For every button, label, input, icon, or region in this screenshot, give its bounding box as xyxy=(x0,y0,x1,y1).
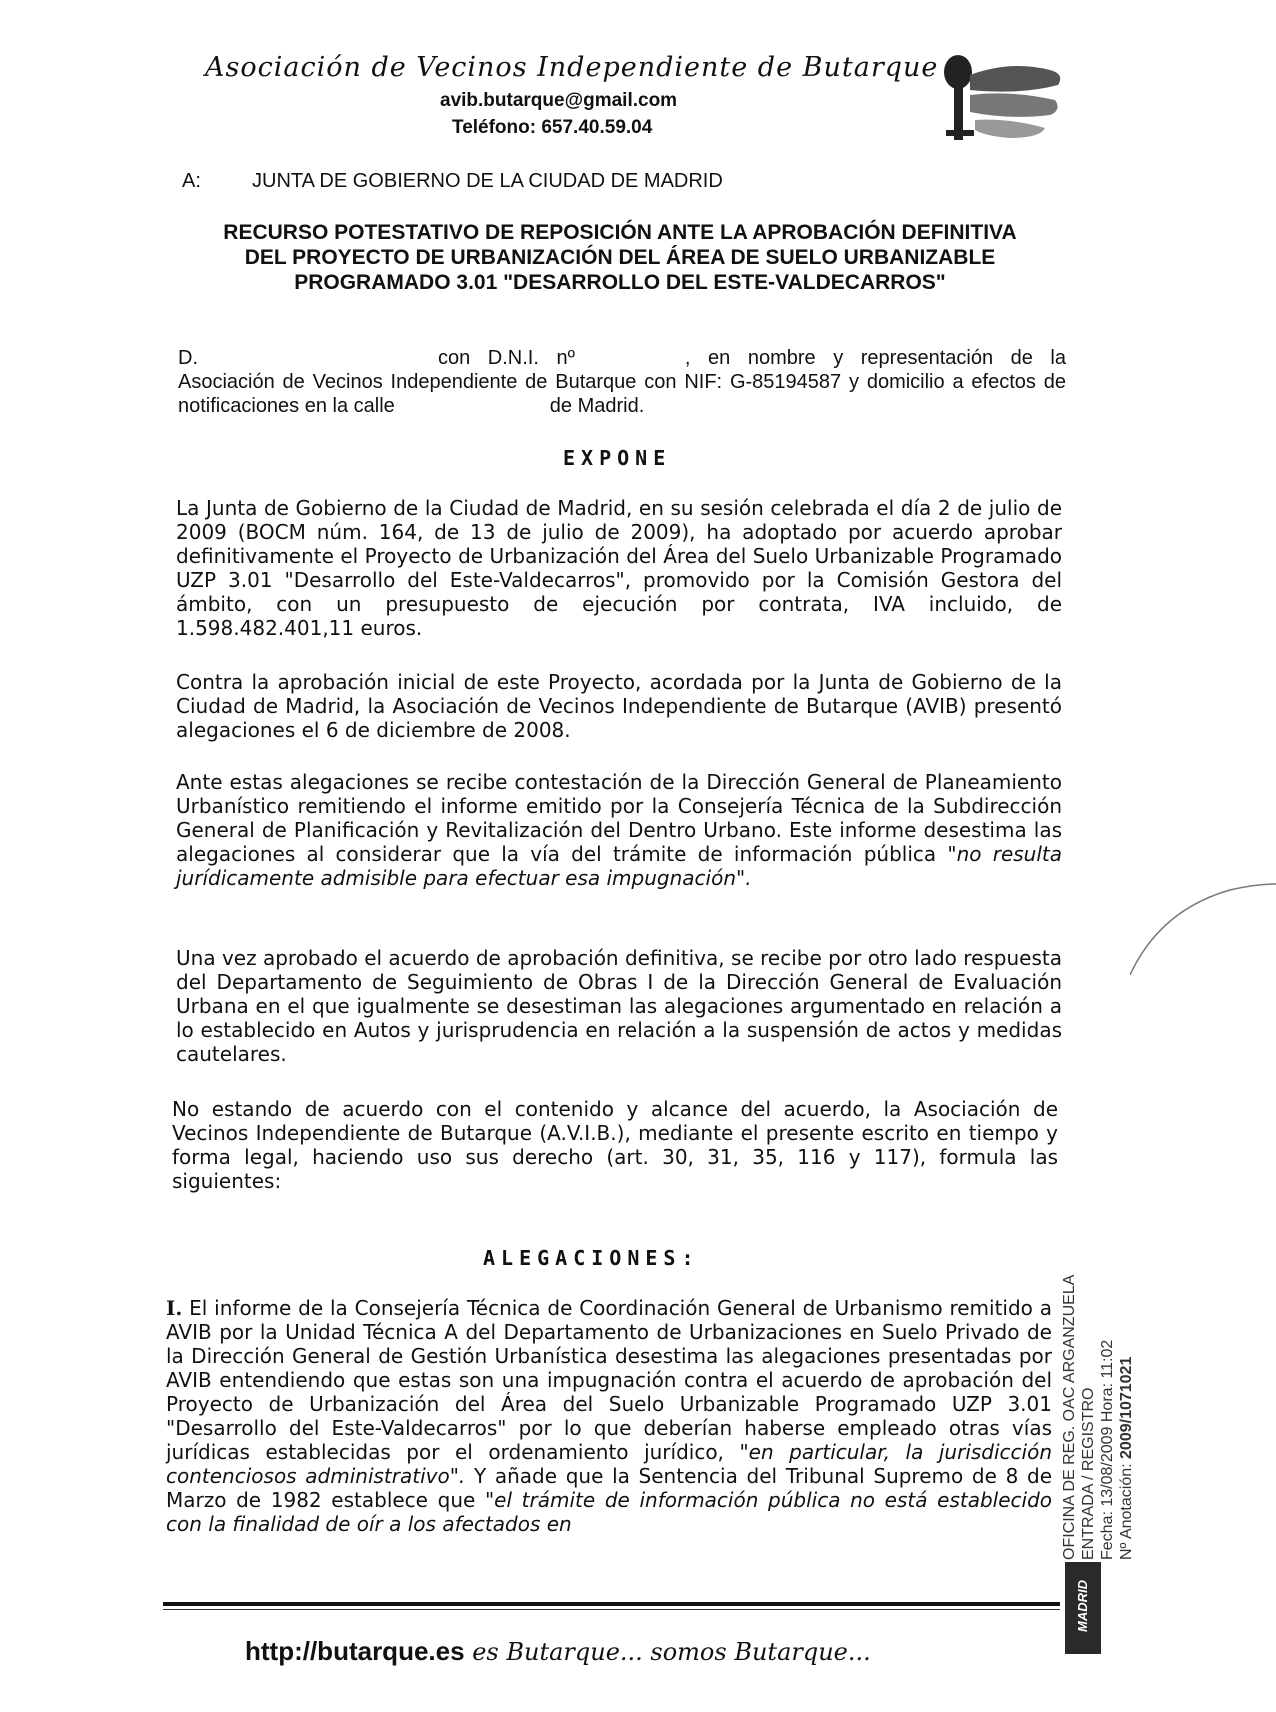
stamp-line-office: OFICINA DE REG. OAC ARGANZUELA xyxy=(1061,1274,1078,1560)
footer-rule-thin xyxy=(163,1609,1060,1610)
alegacion-1-text-a: El informe de la Consejería Técnica de Coordinación General de Urbanismo remitido a AVIB por la Unidad Técnica A del Departamento de Urbanizaciones en Suelo Privado de la Dirección General de Gestión Urbanística desestima las alegaciones presentadas por AVIB entendiendo que estas son una impugnación contra el acuerdo de aprobación del Proyecto de Urbanización del Área del Suelo Urbanizable Programado UZP 3.01 "Desarrollo del Este-Valdecarros" por lo que deberían haberse empleado otras vías jurídicas establecidas por el ordenamiento jurídico, xyxy=(166,1296,1052,1464)
addressee xyxy=(182,170,723,193)
addressee-value: JUNTA DE GOBIERNO DE LA CIUDAD DE MADRID xyxy=(252,170,723,192)
alegacion-1-numeral: I. xyxy=(166,1296,183,1320)
stamp-line-date: Fecha: 13/08/2009 Hora: 11:02 xyxy=(1099,1339,1116,1560)
header-phone: Teléfono: 657.40.59.04 xyxy=(452,117,653,138)
footer xyxy=(245,1636,871,1667)
footer-url[interactable]: http://butarque.es xyxy=(245,1636,465,1666)
expone-heading: EXPONE xyxy=(563,446,672,470)
registry-stamp xyxy=(1060,1230,1180,1632)
association-logo xyxy=(940,50,1070,150)
scan-edge-mark xyxy=(1130,870,1276,980)
madrid-badge-label: MADRID xyxy=(1075,1580,1090,1632)
paragraph-3-main: Ante estas alegaciones se recibe contestación de la Dirección General de Planeamiento Urbanístico remitiendo el informe emitido por la Consejería Técnica de la Subdirección General de Planificación y Revitalización del Dentro Urbano. Este informe desestima las alegaciones al considerar que la vía del trámite de información pública xyxy=(176,770,1062,866)
addressee-label: A: xyxy=(182,170,201,192)
paragraph-3-quote: "no resulta jurídicamente admisible para efectuar esa impugnación". xyxy=(176,842,1063,890)
stamp-line-entry: ENTRADA / REGISTRO xyxy=(1080,1387,1097,1560)
stamp-annotation-label: Nº Anotación: xyxy=(1118,1463,1135,1560)
intro-paragraph xyxy=(178,346,1066,418)
paragraph-4: Una vez aprobado el acuerdo de aprobación definitiva, se recibe por otro lado respuesta del Departamento de Seguimiento de Obras I de la Dirección General de Evaluación Urbana en el que igualmente se desestiman las alegaciones argumentado en relación a lo establecido en Autos y jurisprudencia en relación a la suspensión de actos y medidas cautelares. xyxy=(176,946,1062,1066)
footer-slogan: es Butarque... somos Butarque... xyxy=(472,1638,871,1666)
alegacion-1-quote-b: "el trámite de información pública no está establecido con la finalidad de oír a los afectados en xyxy=(166,1488,1053,1536)
paragraph-5: No estando de acuerdo con el contenido y alcance del acuerdo, la Asociación de Vecinos Independiente de Butarque (A.V.I.B.), mediante el presente escrito en tiempo y forma legal, haciendo uso sus derecho (art. 30, 31, 35, 116 y 117), formula las siguientes: xyxy=(172,1097,1058,1193)
paragraph-1: La Junta de Gobierno de la Ciudad de Madrid, en su sesión celebrada el día 2 de julio de 2009 (BOCM núm. 164, de 13 de julio de 2009), ha adoptado por acuerdo aprobar definitivamente el Proyecto de Urbanización del Área del Suelo Urbanizable Programado UZP 3.01 "Desarrollo del Este-Valdecarros", promovido por la Comisión Gestora del ámbito, con un presupuesto de ejecución por contrata, IVA incluido, de 1.598.482.401,11 euros. xyxy=(176,496,1062,640)
paragraph-2: Contra la aprobación inicial de este Proyecto, acordada por la Junta de Gobierno de la Ciudad de Madrid, la Asociación de Vecinos Independiente de Butarque (AVIB) presentó alegaciones el 6 de diciembre de 2008. xyxy=(176,670,1062,742)
alegaciones-heading: ALEGACIONES: xyxy=(483,1246,700,1270)
madrid-badge xyxy=(1065,1562,1101,1654)
footer-rule xyxy=(163,1602,1060,1606)
registry-stamp-text xyxy=(1060,1230,1136,1560)
document-title: RECURSO POTESTATIVO DE REPOSICIÓN ANTE LA APROBACIÓN DEFINITIVA DEL PROYECTO DE URBANIZACIÓN DEL ÁREA DE SUELO URBANIZABLE PROGRAMADO 3.01 "DESARROLLO DEL ESTE-VALDECARROS" xyxy=(223,221,1017,294)
alegacion-1-quote-a: "en particular, la jurisdicción contenciosos administrativo". xyxy=(166,1440,1053,1488)
paragraph-3 xyxy=(176,770,1062,890)
stamp-annotation-value: 2009/1071021 xyxy=(1118,1356,1135,1459)
association-name: Asociación de Vecinos Independiente de Butarque xyxy=(205,52,939,83)
alegacion-1-text-b: Y añade que la Sentencia del Tribunal Supremo de 8 de Marzo de 1982 establece que xyxy=(166,1464,1052,1512)
intro-part3: , en nombre y representación de la Asociación de Vecinos Independiente de Butarque con NIF: G-85194587 y domicilio a efectos de notificaciones en la calle xyxy=(178,347,1066,417)
intro-part1: D. xyxy=(178,347,198,369)
header-email: avib.butarque@gmail.com xyxy=(440,90,678,111)
alegacion-1 xyxy=(166,1296,1052,1536)
intro-part4: de Madrid. xyxy=(549,395,645,417)
intro-part2: con D.N.I. nº xyxy=(438,347,575,369)
stamp-line-annotation xyxy=(1117,1230,1136,1560)
